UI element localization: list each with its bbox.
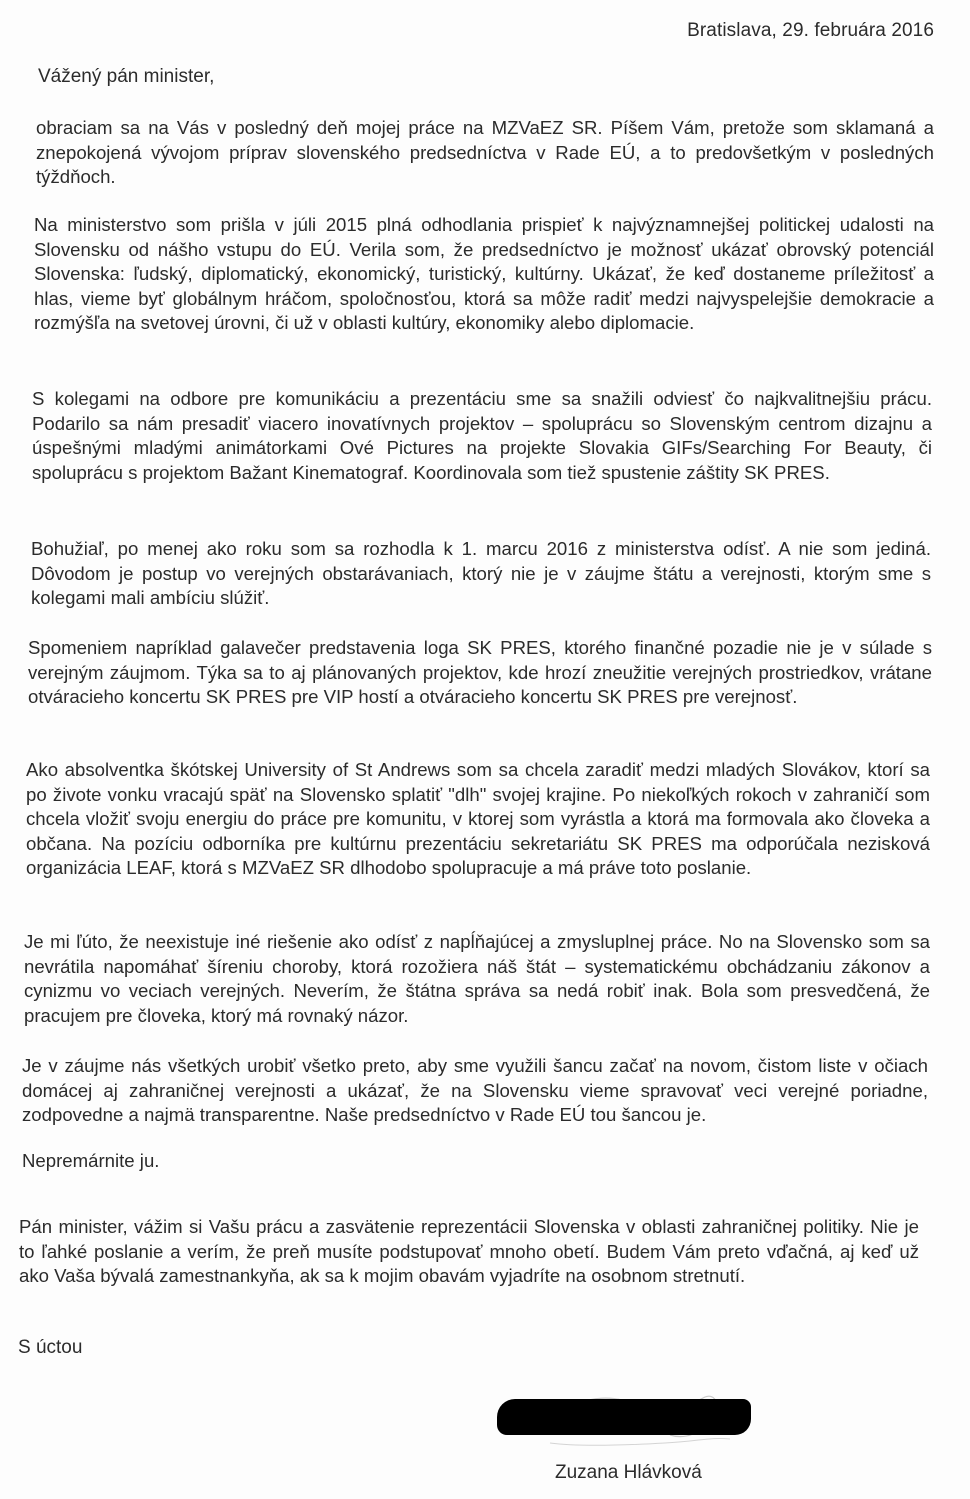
paragraph-regret: Je mi ľúto, že neexistuje iné riešenie ako odísť z napĺňajúcej a zmysluplnej práce. No na Slovensko som sa nevrátila napomáhať šíreniu choroby, ktorá rozožiera náš štát – systematickému obchádzaniu zákonov a cynizmu vo veciach verejných. Neverím, že štátna správa sa nedá robiť inak. Bola som presvedčená, že pracujem pre človeka, ktorý má rovnaký názor.: [24, 931, 930, 1026]
paragraph-final: Pán minister, vážim si Vašu prácu a zasvätenie reprezentácii Slovenska v oblasti zahraničnej politiky. Nie je to ľahké poslanie a verím, že preň musíte podstupovať mnoho obetí. Budem Vám preto vďačná, aj keď už ako Vaša bývalá zamestnankyňa, ak sa k mojim obavám vyjadríte na osobnom stretnutí.: [19, 1216, 919, 1286]
salutation: Vážený pán minister,: [38, 66, 215, 87]
paragraph-appeal: Je v záujme nás všetkých urobiť všetko preto, aby sme využili šancu začať na novom, čistom liste v očiach domácej aj zahraničnej verejnosti a ukázať, že na Slovensku vieme spravovať veci verejné poriadne, zodpovedne a najmä transparentne. Naše predsedníctvo v Rade EÚ tou šancou je.: [22, 1055, 928, 1125]
paragraph-intro: obraciam sa na Vás v posledný deň mojej práce na MZVaEZ SR. Píšem Vám, pretože som sklamaná a znepokojená vývojom príprav slovenského predsedníctva v Rade EÚ, a to predovšetkým v posledných týždňoch.: [36, 117, 934, 187]
letter-date: Bratislava, 29. februára 2016: [687, 20, 934, 41]
paragraph-background: Ako absolventka škótskej University of St Andrews som sa chcela zaradiť medzi mladých Slovákov, ktorí sa po živote vonku vracajú späť na Slovensko splatiť "dlh" svojej krajine. Po niekoľkých rokoch v zahraničí som chcela vložiť svoju energiu do práce pre komunitu, v ktorej som vyrástla a ktorá ma formovala ako človeka a občana. Na pozíciu odborníka pre kultúrnu prezentáciu sekretariátu SK PRES ma odporúčala nezisková organizácia LEAF, ktorá s MZVaEZ SR dlhodobo spolupracuje a má práve toto poslanie.: [26, 759, 930, 878]
paragraph-examples: Spomeniem napríklad galavečer predstavenia loga SK PRES, ktorého finančné pozadie nie je v súlade s verejným záujmom. Týka sa to aj plánovaných projektov, kde hrozí zneužitie verejných prostriedkov, vrátane otváracieho koncertu SK PRES pre VIP hostí a otváracieho koncertu SK PRES pre verejnosť.: [28, 637, 932, 707]
paragraph-resignation: Bohužiaľ, po menej ako roku som sa rozhodla k 1. marcu 2016 z ministerstva odísť. A nie som jediná. Dôvodom je postup vo verejných obstarávaniach, ktorý nie je v záujme štátu a verejnosti, ktorým sme s kolegami mali ambíciu slúžiť.: [31, 538, 931, 608]
closing: S úctou: [18, 1337, 83, 1358]
paragraph-short-appeal: Nepremárnite ju.: [22, 1150, 160, 1171]
paragraph-motivation: Na ministerstvo som prišla v júli 2015 plná odhodlania prispieť k najvýznamnejšej politickej udalosti na Slovensku od nášho vstupu do EÚ. Verila som, že predsedníctvo je možnosť ukázať obrovský potenciál Slovenska: ľudský, diplomatický, ekonomický, turistický, kultúrny. Ukázať, že keď dostaneme príležitosť a hlas, vieme byť globálnym hráčom, spoločnosťou, ktorá sa môže radiť medzi najvyspelejšie demokracie a rozmýšľa na svetovej úrovni, či už v oblasti kultúry, ekonomiky alebo diplomacie.: [34, 214, 934, 333]
signer-name: Zuzana Hlávková: [555, 1462, 702, 1483]
redaction-bar: [497, 1399, 751, 1435]
paragraph-projects: S kolegami na odbore pre komunikáciu a prezentáciu sme sa snažili odviesť čo najkvalitnejšiu prácu. Podarilo sa nám presadiť viacero inovatívnych projektov – spoluprácu so Slovenským centrom dizajnu a úspešnými mladými animátorkami Ové Pictures na projekte Slovakia GIFs/Searching For Beauty, či spoluprácu s projektom Bažant Kinematograf. Koordinovala som tiež spustenie záštity SK PRES.: [32, 388, 932, 483]
